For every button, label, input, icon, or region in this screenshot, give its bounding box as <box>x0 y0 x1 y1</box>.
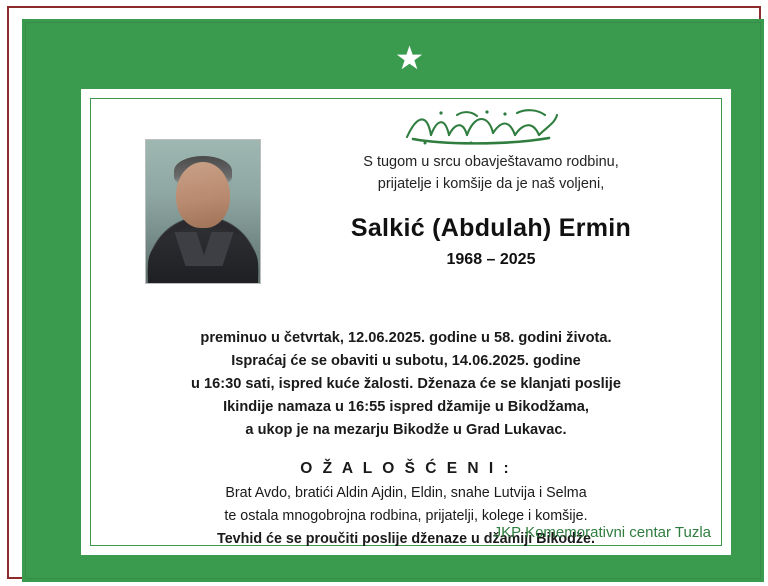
intro-and-name-column <box>269 151 713 269</box>
mourners-line-2: te ostala mnogobrojna rodbina, prijatelji, kolege i komšije. <box>224 508 588 525</box>
intro-line-1: S tugom u srcu obavještavamo rodbinu, <box>363 154 619 170</box>
green-card <box>22 19 764 582</box>
tevhid-line: Tevhid će se proučiti poslije dženaze u džamiji Bikodže. <box>217 530 595 547</box>
deceased-name: Salkić (Abdulah) Ermin <box>350 213 632 242</box>
crescent-star-icon <box>22 27 764 89</box>
body-line-4: Ikindije namaza u 16:55 ispred džamije u Bikodžama, <box>223 399 589 416</box>
arabic-calligraphy-icon <box>249 105 713 151</box>
body-line-5: a ukop je na mezarju Bikodže u Grad Lukavac. <box>245 422 567 439</box>
announcement-body <box>99 327 713 551</box>
white-panel <box>81 89 731 555</box>
body-line-1: preminuo u četvrtak, 12.06.2025. godine u 58. godini života. <box>200 330 612 346</box>
outer-red-frame <box>7 6 761 579</box>
issuer-signature: JKP Komemorativni centar Tuzla <box>493 524 711 541</box>
body-line-2: Ispraćaj će se obaviti u subotu, 14.06.2025. godine <box>231 353 581 370</box>
intro-line-2: prijatelje i komšije da je naš voljeni, <box>377 176 605 193</box>
mourners-line-1: Brat Avdo, bratići Aldin Ajdin, Eldin, snahe Lutvija i Selma <box>225 485 587 502</box>
life-years: 1968 – 2025 <box>446 250 536 268</box>
portrait-head <box>176 162 230 228</box>
panel-content <box>99 105 713 547</box>
portrait-photo <box>145 139 261 284</box>
body-line-3: u 16:30 sati, ispred kuće žalosti. Dženaza će se klanjati poslije <box>191 376 621 393</box>
mourners-title: O Ž A L O Š Ć E N I : <box>300 460 512 478</box>
